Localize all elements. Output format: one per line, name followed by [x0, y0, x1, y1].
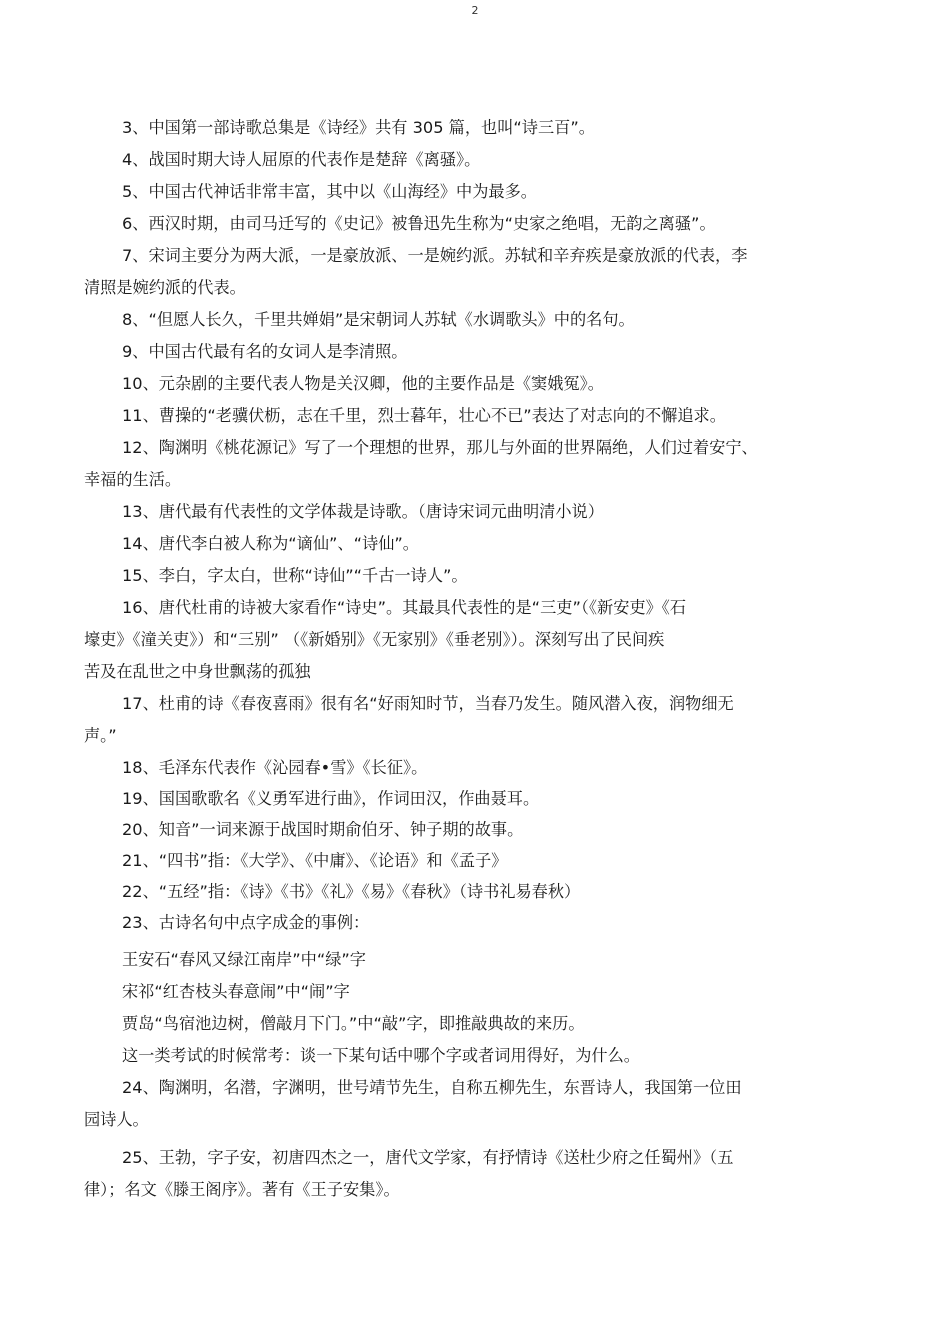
list-item-11: [84, 400, 884, 432]
list-item-22: [84, 876, 884, 907]
list-item-text: 10、元杂剧的主要代表人物是关汉卿，他的主要作品是《窦娥冤》。: [122, 374, 604, 393]
list-item-text: 24、陶渊明，名潜，字渊明，世号靖节先生，自称五柳先生，东晋诗人，我国第一位田: [122, 1078, 742, 1097]
list-item-text: 22、“五经”指：《诗》《书》《礼》《易》《春秋》（诗书礼易春秋）: [122, 882, 581, 901]
list-item-text: 23、古诗名句中点字成金的事例：: [122, 913, 370, 932]
list-item-5: [84, 176, 884, 208]
list-item-13: [84, 496, 884, 528]
list-item-text: 11、曹操的“老骥伏枥，志在千里，烈士暮年，壮心不已”表达了对志向的不懈追求。: [122, 406, 726, 425]
list-item-19: [84, 783, 884, 814]
list-item-24: [84, 1072, 884, 1136]
list-item-18: [84, 752, 884, 783]
list-item-text: 19、国国歌歌名《义勇军进行曲》，作词田汉，作曲聂耳。: [122, 789, 540, 808]
example-line: 王安石“春风又绿江南岸”中“绿”字: [122, 950, 366, 969]
list-item-text: 9、中国古代最有名的女词人是李清照。: [122, 342, 408, 361]
example-line: 这一类考试的时候常考：谈一下某句话中哪个字或者词用得好，为什么。: [122, 1046, 640, 1065]
list-item-text: 6、西汉时期，由司马迁写的《史记》被鲁迅先生称为“史家之绝唱，无韵之离骚”。: [122, 214, 716, 233]
list-item-text-cont: 苦及在乱世之中身世飘荡的孤独: [84, 662, 311, 681]
list-item-4: [84, 144, 884, 176]
list-item-text: 12、陶渊明《桃花源记》写了一个理想的世界，那儿与外面的世界隔绝，人们过着安宁、: [122, 438, 758, 457]
list-item-text: 13、唐代最有代表性的文学体裁是诗歌。（唐诗宋词元曲明清小说）: [122, 502, 604, 521]
list-item-10: [84, 368, 884, 400]
list-item-15: [84, 560, 884, 592]
list-item-text: 21、“四书”指：《大学》、《中庸》、《论语》和《孟子》: [122, 851, 508, 870]
list-item-text: 8、“但愿人长久，千里共婵娟”是宋朝词人苏轼《水调歌头》中的名句。: [122, 310, 635, 329]
example-line: 宋祁“红杏枝头春意闹”中“闹”字: [122, 982, 350, 1001]
list-item-6: [84, 208, 884, 240]
examples-block: [84, 944, 884, 1072]
list-item-text: 20、知音”一词来源于战国时期俞伯牙、钟子期的故事。: [122, 820, 524, 839]
list-item-text: 15、李白，字太白，世称“诗仙”“千古一诗人”。: [122, 566, 468, 585]
list-item-text: 4、战国时期大诗人屈原的代表作是楚辞《离骚》。: [122, 150, 481, 169]
list-item-25: [84, 1142, 884, 1206]
list-item-8: [84, 304, 884, 336]
list-item-text: 18、毛泽东代表作《沁园春•雪》《长征》。: [122, 758, 428, 777]
list-item-text: 16、唐代杜甫的诗被大家看作“诗史”。其最具代表性的是“三吏”（《新安吏》《石: [122, 598, 687, 617]
list-item-20: [84, 814, 884, 845]
list-item-text-cont: 园诗人。: [84, 1110, 149, 1129]
list-item-text: 7、宋词主要分为两大派，一是豪放派、一是婉约派。苏轼和辛弃疾是豪放派的代表，李: [122, 246, 748, 265]
list-item-text-cont: 律）；名文《滕王阁序》。著有《王子安集》。: [84, 1180, 400, 1199]
list-item-text-cont: 清照是婉约派的代表。: [84, 278, 246, 297]
list-item-text-cont: 声。”: [84, 726, 117, 745]
list-item-16: [84, 592, 884, 688]
list-item-text: 17、杜甫的诗《春夜喜雨》很有名“好雨知时节，当春乃发生。随风潜入夜，润物细无: [122, 694, 734, 713]
list-item-text: 3、中国第一部诗歌总集是《诗经》共有 305 篇，也叫“诗三百”。: [122, 118, 595, 137]
list-item-text-cont: 幸福的生活。: [84, 470, 182, 489]
list-item-text: 25、王勃，字子安，初唐四杰之一，唐代文学家，有抒情诗《送杜少府之任蜀州》（五: [122, 1148, 734, 1167]
list-item-3: [84, 112, 884, 144]
list-item-12: [84, 432, 884, 496]
list-item-21: [84, 845, 884, 876]
list-item-text: 5、中国古代神话非常丰富，其中以《山海经》中为最多。: [122, 182, 537, 201]
list-item-text-cont: 壕吏》《潼关吏》）和“三别” （《新婚别》《无家别》《垂老别》）。深刻写出了民间疾: [84, 630, 665, 649]
list-item-14: [84, 528, 884, 560]
list-item-7: [84, 240, 884, 304]
list-item-23: [84, 907, 884, 938]
list-item-17: [84, 688, 884, 752]
list-item-text: 14、唐代李白被人称为“谪仙”、“诗仙”。: [122, 534, 419, 553]
page-number: 2: [471, 4, 479, 17]
document-body: [84, 112, 884, 1206]
example-line: 贾岛“鸟宿池边树，僧敲月下门。”中“敲”字，即推敲典故的来历。: [122, 1014, 585, 1033]
list-item-9: [84, 336, 884, 368]
